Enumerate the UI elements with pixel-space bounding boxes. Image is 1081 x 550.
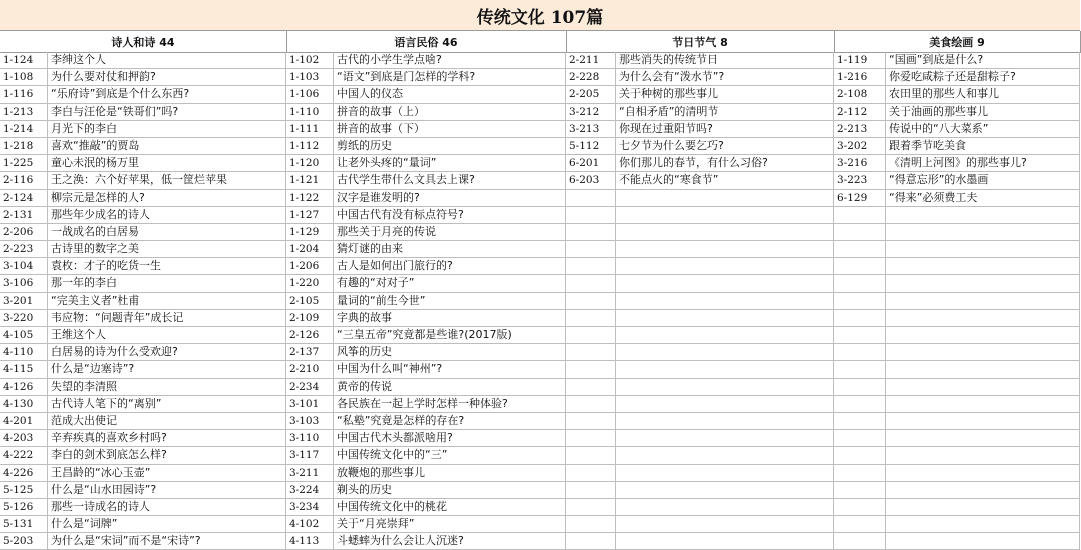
article-title-cell: 月光下的李白 [48,121,286,137]
article-code-cell [566,361,616,377]
article-code-cell: 1-225 [0,155,48,171]
article-title-cell: 失望的李清照 [48,379,286,395]
article-code-cell: 1-121 [286,172,334,188]
article-code-cell: 3-220 [0,310,48,326]
section-header: 诗人和诗 44 [0,31,287,53]
section-header: 美食绘画 9 [834,31,1081,53]
article-code-cell: 1-106 [286,86,334,102]
article-code-cell: 4-226 [0,465,48,481]
article-title-cell: 你现在过重阳节吗? [616,121,834,137]
article-title-cell [616,293,834,309]
table-row [0,447,1080,464]
article-title-cell [886,207,1080,223]
table-row [0,379,1080,396]
article-title-cell: 柳宗元是怎样的人? [48,190,286,206]
article-title-cell: 为什么会有“泼水节”? [616,69,834,85]
article-code-cell: 2-228 [566,69,616,85]
article-code-cell: 1-120 [286,155,334,171]
article-code-cell [566,207,616,223]
article-code-cell [834,207,886,223]
article-title-cell [886,482,1080,498]
article-code-cell [834,430,886,446]
table-row [0,293,1080,310]
article-title-cell [616,310,834,326]
article-title-cell: 字典的故事 [334,310,566,326]
article-code-cell: 4-110 [0,344,48,360]
article-title-cell: 古代诗人笔下的“离别” [48,396,286,412]
article-title-cell [886,224,1080,240]
article-title-cell: 关于“月亮崇拜” [334,516,566,532]
article-code-cell: 3-224 [286,482,334,498]
article-code-cell: 2-131 [0,207,48,223]
article-title-cell: 那些关于月亮的传说 [334,224,566,240]
article-title-cell: “完美主义者”杜甫 [48,293,286,309]
article-title-cell: 为什么是“宋词”而不是“宋诗”? [48,533,286,549]
article-code-cell: 4-203 [0,430,48,446]
article-title-cell [886,465,1080,481]
article-code-cell [834,241,886,257]
article-code-cell [566,413,616,429]
article-code-cell: 2-112 [834,104,886,120]
article-title-cell: 中国古代有没有标点符号? [334,207,566,223]
article-title-cell: 跟着季节吃美食 [886,138,1080,154]
article-code-cell: 1-213 [0,104,48,120]
article-code-cell [834,396,886,412]
table-row [0,430,1080,447]
article-code-cell: 3-234 [286,499,334,515]
article-title-cell: 剪纸的历史 [334,138,566,154]
article-title-cell: 中国人的仪态 [334,86,566,102]
article-title-cell: 一战成名的白居易 [48,224,286,240]
table-row [0,258,1080,275]
table-row [0,310,1080,327]
article-code-cell [566,241,616,257]
article-title-cell: 喜欢“推敲”的贾岛 [48,138,286,154]
article-title-cell: 传说中的“八大菜系” [886,121,1080,137]
article-title-cell [616,516,834,532]
title-bar [0,0,1080,31]
article-title-cell [886,241,1080,257]
article-title-cell: 有趣的“对对子” [334,275,566,291]
article-code-cell: 5-125 [0,482,48,498]
table-row [0,344,1080,361]
article-title-cell: 风筝的历史 [334,344,566,360]
article-title-cell: 什么是“山水田园诗”? [48,482,286,498]
article-code-cell: 2-108 [834,86,886,102]
article-title-cell [886,413,1080,429]
article-title-cell: 什么是“边塞诗”? [48,361,286,377]
article-title-cell: 让老外头疼的“量词” [334,155,566,171]
article-title-cell [616,275,834,291]
article-title-cell: “国画”到底是什么? [886,52,1080,68]
table-row [0,275,1080,292]
article-title-cell [616,344,834,360]
article-code-cell [566,293,616,309]
article-code-cell [566,465,616,481]
article-code-cell [566,499,616,515]
article-title-cell [886,430,1080,446]
article-title-cell: 范成大出使记 [48,413,286,429]
article-code-cell: 2-126 [286,327,334,343]
article-code-cell: 5-126 [0,499,48,515]
article-code-cell: 1-206 [286,258,334,274]
article-code-cell: 4-222 [0,447,48,463]
article-code-cell [834,499,886,515]
table-row [0,361,1080,378]
article-title-cell [886,344,1080,360]
article-code-cell: 1-220 [286,275,334,291]
table-row [0,465,1080,482]
article-code-cell: 1-127 [286,207,334,223]
table-row [0,224,1080,241]
table-row [0,190,1080,207]
table-row [0,138,1080,155]
table-row [0,52,1080,69]
article-code-cell: 1-204 [286,241,334,257]
article-code-cell [834,310,886,326]
article-code-cell [834,258,886,274]
article-title-cell: 古代学生带什么文具去上课? [334,172,566,188]
article-code-cell: 2-234 [286,379,334,395]
article-code-cell: 1-218 [0,138,48,154]
article-code-cell [834,465,886,481]
article-code-cell: 3-117 [286,447,334,463]
article-code-cell [834,447,886,463]
article-title-cell [886,310,1080,326]
article-code-cell: 2-210 [286,361,334,377]
article-title-cell: 王之涣：六个好苹果，低一筐烂苹果 [48,172,286,188]
article-code-cell: 3-103 [286,413,334,429]
article-title-cell [886,516,1080,532]
article-code-cell [834,344,886,360]
article-title-cell: 那些消失的传统节日 [616,52,834,68]
article-code-cell [566,275,616,291]
article-code-cell: 3-211 [286,465,334,481]
article-title-cell: 那些一诗成名的诗人 [48,499,286,515]
article-title-cell [616,499,834,515]
article-code-cell: 4-102 [286,516,334,532]
article-title-cell: 王维这个人 [48,327,286,343]
article-code-cell [566,447,616,463]
article-code-cell: 2-137 [286,344,334,360]
article-title-cell [616,258,834,274]
article-code-cell [566,310,616,326]
article-code-cell: 1-119 [834,52,886,68]
article-code-cell: 2-213 [834,121,886,137]
table-row [0,516,1080,533]
article-code-cell [834,482,886,498]
article-code-cell: 2-109 [286,310,334,326]
section-header: 节日节气 8 [566,31,835,53]
article-title-cell [886,447,1080,463]
article-title-cell [616,465,834,481]
article-title-cell [886,293,1080,309]
article-code-cell [834,224,886,240]
article-title-cell: 辛弃疾真的喜欢乡村吗? [48,430,286,446]
table-row [0,69,1080,86]
table-row [0,327,1080,344]
article-title-cell [886,379,1080,395]
article-title-cell: 各民族在一起上学时怎样一种体验? [334,396,566,412]
article-title-cell [886,361,1080,377]
article-title-cell: 韦应物：“问题青年”成长记 [48,310,286,326]
article-title-cell: 古人是如何出门旅行的? [334,258,566,274]
table-row [0,207,1080,224]
article-title-cell: 什么是“词牌” [48,516,286,532]
article-code-cell [834,533,886,549]
article-title-cell [616,413,834,429]
article-title-cell [886,258,1080,274]
article-title-cell: 猜灯谜的由来 [334,241,566,257]
article-code-cell: 4-105 [0,327,48,343]
article-title-cell: 中国古代木头都派啥用? [334,430,566,446]
article-code-cell [566,396,616,412]
table-row [0,482,1080,499]
article-title-cell: 关于油画的那些事儿 [886,104,1080,120]
article-title-cell: 王昌龄的“冰心玉壶” [48,465,286,481]
article-title-cell [616,241,834,257]
article-code-cell: 3-201 [0,293,48,309]
article-title-cell: 剃头的历史 [334,482,566,498]
article-code-cell: 1-111 [286,121,334,137]
article-title-cell: 汉字是谁发明的? [334,190,566,206]
article-title-cell: 李绅这个人 [48,52,286,68]
article-title-cell [886,396,1080,412]
article-title-cell: 你爱吃咸粽子还是甜粽子? [886,69,1080,85]
article-code-cell: 3-212 [566,104,616,120]
article-code-cell: 1-103 [286,69,334,85]
page-title: 传统文化 107篇 [476,7,604,28]
article-title-cell: 那一年的李白 [48,275,286,291]
article-title-cell: “三皇五帝”究竟都是些谁?(2017版) [334,327,566,343]
article-code-cell [566,379,616,395]
article-code-cell: 4-115 [0,361,48,377]
article-title-cell [616,224,834,240]
article-title-cell: 七夕节为什么要乞巧? [616,138,834,154]
article-code-cell [566,533,616,549]
article-code-cell: 2-223 [0,241,48,257]
article-code-cell: 6-129 [834,190,886,206]
article-title-cell [886,327,1080,343]
table-body [0,52,1080,550]
article-title-cell [616,190,834,206]
article-title-cell: “私塾”究竟是怎样的存在? [334,413,566,429]
article-code-cell: 4-126 [0,379,48,395]
article-code-cell [566,258,616,274]
table-row [0,86,1080,103]
article-code-cell: 1-112 [286,138,334,154]
article-code-cell: 1-214 [0,121,48,137]
article-code-cell: 2-105 [286,293,334,309]
article-code-cell: 5-203 [0,533,48,549]
article-title-cell: 你们那儿的春节，有什么习俗? [616,155,834,171]
article-title-cell: 童心未泯的杨万里 [48,155,286,171]
article-title-cell: 中国传统文化中的“三” [334,447,566,463]
table-row [0,155,1080,172]
article-code-cell: 4-201 [0,413,48,429]
article-title-cell: 黄帝的传说 [334,379,566,395]
article-title-cell: 中国为什么叫“神州”? [334,361,566,377]
article-title-cell [616,396,834,412]
article-code-cell [566,327,616,343]
article-title-cell: 拼音的故事（上） [334,104,566,120]
article-code-cell [566,430,616,446]
article-title-cell [616,482,834,498]
table-row [0,499,1080,516]
article-code-cell [566,516,616,532]
article-code-cell: 2-116 [0,172,48,188]
article-code-cell: 1-122 [286,190,334,206]
article-title-cell: 那些年少成名的诗人 [48,207,286,223]
article-title-cell: 为什么要对仗和押韵? [48,69,286,85]
article-title-cell: 中国传统文化中的桃花 [334,499,566,515]
article-title-cell: “得来”必须费工夫 [886,190,1080,206]
article-title-cell [616,327,834,343]
article-code-cell: 3-213 [566,121,616,137]
article-title-cell: 古诗里的数字之美 [48,241,286,257]
article-title-cell [616,361,834,377]
article-code-cell [834,413,886,429]
article-title-cell: 农田里的那些人和事儿 [886,86,1080,102]
article-title-cell: 李白的剑术到底怎么样? [48,447,286,463]
article-code-cell: 4-113 [286,533,334,549]
article-code-cell [834,327,886,343]
article-title-cell: 袁枚：才子的吃货一生 [48,258,286,274]
article-code-cell: 3-202 [834,138,886,154]
article-code-cell: 1-108 [0,69,48,85]
article-title-cell: 古代的小学生学点啥? [334,52,566,68]
article-title-cell: “得意忘形”的水墨画 [886,172,1080,188]
article-title-cell: 不能点火的“寒食节” [616,172,834,188]
article-code-cell [834,379,886,395]
article-code-cell: 5-112 [566,138,616,154]
article-code-cell: 1-110 [286,104,334,120]
table-row [0,241,1080,258]
article-title-cell: 李白与汪伦是“铁哥们”吗? [48,104,286,120]
article-title-cell: 斗蟋蟀为什么会让人沉迷? [334,533,566,549]
article-code-cell: 3-101 [286,396,334,412]
article-title-cell [886,533,1080,549]
article-code-cell [566,482,616,498]
article-code-cell [566,224,616,240]
table-row [0,396,1080,413]
article-title-cell: “语文”到底是门怎样的学科? [334,69,566,85]
article-code-cell [834,293,886,309]
article-title-cell [616,430,834,446]
article-code-cell: 1-116 [0,86,48,102]
article-title-cell [616,379,834,395]
article-code-cell: 1-129 [286,224,334,240]
article-title-cell: 白居易的诗为什么受欢迎? [48,344,286,360]
table-row [0,533,1080,550]
article-code-cell: 6-201 [566,155,616,171]
article-title-cell [886,275,1080,291]
article-code-cell: 3-216 [834,155,886,171]
article-code-cell: 2-124 [0,190,48,206]
article-code-cell: 1-102 [286,52,334,68]
article-code-cell: 1-216 [834,69,886,85]
article-title-cell: “乐府诗”到底是个什么东西? [48,86,286,102]
article-title-cell [616,207,834,223]
article-code-cell [834,361,886,377]
article-code-cell: 3-223 [834,172,886,188]
table-row [0,172,1080,189]
article-title-cell: 放鞭炮的那些事儿 [334,465,566,481]
article-code-cell: 6-203 [566,172,616,188]
article-code-cell: 1-124 [0,52,48,68]
article-title-cell: 拼音的故事（下） [334,121,566,137]
table-row [0,104,1080,121]
article-code-cell: 5-131 [0,516,48,532]
article-title-cell: “自相矛盾”的清明节 [616,104,834,120]
article-code-cell: 3-104 [0,258,48,274]
table-row [0,413,1080,430]
article-code-cell [566,344,616,360]
article-code-cell: 3-106 [0,275,48,291]
table-row [0,121,1080,138]
article-code-cell [834,516,886,532]
article-title-cell: 量词的“前生今世” [334,293,566,309]
article-code-cell: 2-206 [0,224,48,240]
article-title-cell: 《清明上河图》的那些事儿? [886,155,1080,171]
article-code-cell: 4-130 [0,396,48,412]
article-code-cell: 2-211 [566,52,616,68]
article-title-cell [616,533,834,549]
article-title-cell: 关于种树的那些事儿 [616,86,834,102]
section-header: 语言民俗 46 [286,31,567,53]
article-code-cell: 3-110 [286,430,334,446]
article-title-cell [886,499,1080,515]
article-code-cell [834,275,886,291]
article-title-cell [616,447,834,463]
article-code-cell: 2-205 [566,86,616,102]
article-code-cell [566,190,616,206]
